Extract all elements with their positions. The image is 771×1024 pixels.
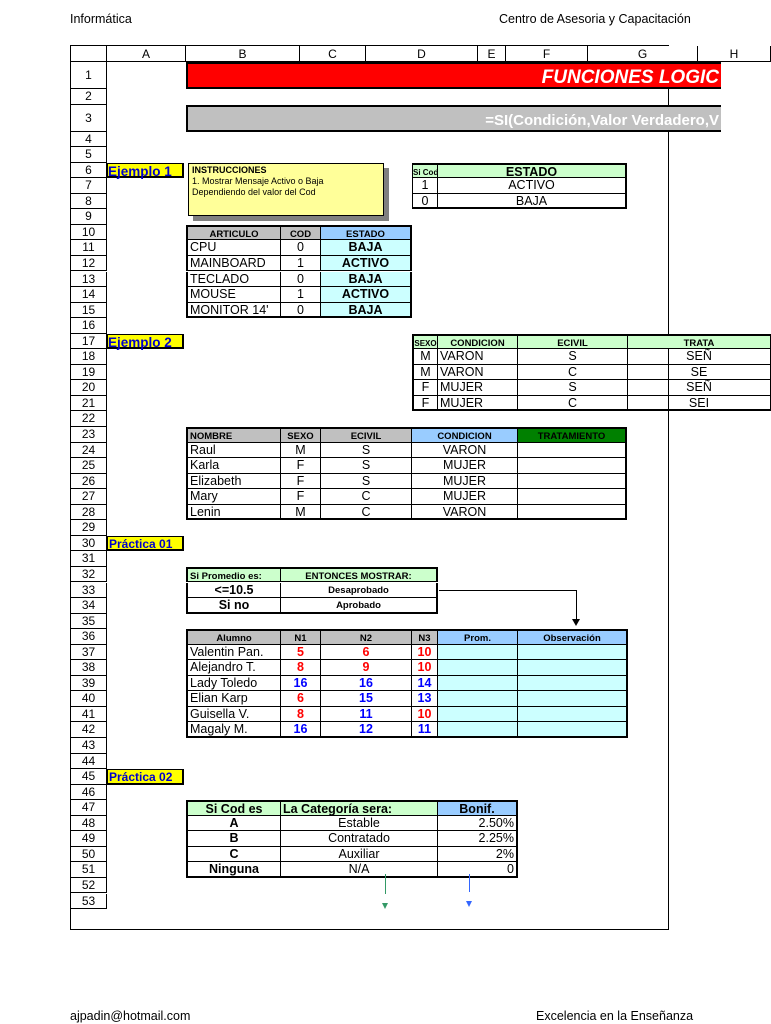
column-header-d[interactable]: D [366,46,478,62]
categoria-header-3: Bonif. [438,800,518,816]
articulo-cod: 1 [281,287,321,303]
row-header-28[interactable]: 28 [71,505,107,521]
code-status: ACTIVO [438,178,627,194]
ref-cell: F [412,380,438,396]
categoria-bonif: 2.25% [438,831,518,847]
articulo-cod: 0 [281,240,321,256]
instructions-note [188,163,384,216]
row-header-27[interactable]: 27 [71,489,107,505]
nota-n3: 11 [412,722,438,738]
row-header-35[interactable]: 35 [71,614,107,630]
column-header-a[interactable]: A [107,46,186,62]
articulo-cod: 0 [281,303,321,319]
row-header-2[interactable]: 2 [71,89,107,105]
cond-result: Desaprobado [281,583,438,599]
tratamiento-input[interactable] [518,505,627,521]
row-header-37[interactable]: 37 [71,645,107,661]
observacion-input[interactable] [518,676,628,692]
select-all-corner[interactable] [71,46,107,62]
nombre-header-condicion: CONDICION [412,427,518,443]
code-header-sicod: Si Cod [412,163,438,179]
row-header-48[interactable]: 48 [71,816,107,832]
categoria-name: N/A [281,862,438,878]
tratamiento-input[interactable] [518,458,627,474]
nota-n2: 6 [321,645,412,661]
alumno-header-6: Observación [518,629,628,645]
articulo-cod: 1 [281,256,321,272]
nombre-cell: MUJER [412,458,518,474]
tratamiento-input[interactable] [518,474,627,490]
formula-banner: =SI(Condición,Valor Verdadero,V [186,105,721,132]
instructions-line: Dependiendo del valor del Cod [192,186,316,197]
nota-n1: 16 [281,676,321,692]
nombre-cell: MUJER [412,474,518,490]
row-header-23[interactable]: 23 [71,427,107,443]
nota-n3: 10 [412,707,438,723]
ref-cell: S [518,380,628,396]
nombre-cell: F [281,474,321,490]
ref-cell: M [412,365,438,381]
nombre-header-ecivil: ECIVIL [321,427,412,443]
alumno-name: Guisella V. [186,707,281,723]
row-header-25[interactable]: 25 [71,458,107,474]
nota-n1: 8 [281,660,321,676]
ref-header-condicion: CONDICION [438,334,518,350]
row-header-33[interactable]: 33 [71,583,107,599]
row-header-14[interactable]: 14 [71,287,107,303]
ref-cell: SEÑ [628,380,771,396]
row-header-8[interactable]: 8 [71,194,107,210]
observacion-input[interactable] [518,645,628,661]
row-header-4[interactable]: 4 [71,132,107,148]
nombre-name: Lenin [186,505,281,521]
observacion-input[interactable] [518,660,628,676]
label-ejemplo-1: Ejemplo 1 [107,163,184,179]
ref-cell: MUJER [438,396,518,412]
nombre-name: Raul [186,443,281,459]
nota-n3: 14 [412,676,438,692]
articulo-estado: ACTIVO [321,287,412,303]
articulo-header-estado: ESTADO [321,225,412,241]
observacion-input[interactable] [518,722,628,738]
ref-cell: VARON [438,365,518,381]
code-status: BAJA [438,194,627,210]
label-practica-02: Práctica 02 [107,769,184,785]
nota-n1: 8 [281,707,321,723]
arrow-line [469,874,470,892]
ref-cell: MUJER [438,380,518,396]
alumno-name: Magaly M. [186,722,281,738]
nombre-cell: VARON [412,505,518,521]
nombre-cell: S [321,443,412,459]
row-header-5[interactable]: 5 [71,147,107,163]
articulo-name: MONITOR 14' [186,303,281,319]
row-header-53[interactable]: 53 [71,894,107,910]
column-header-g[interactable]: G [588,46,698,62]
nombre-cell: S [321,458,412,474]
row-header-50[interactable]: 50 [71,847,107,863]
nombre-cell: M [281,443,321,459]
categoria-name: Contratado [281,831,438,847]
row-header-34[interactable]: 34 [71,598,107,614]
nota-n3: 13 [412,691,438,707]
row-header-32[interactable]: 32 [71,567,107,583]
row-header-13[interactable]: 13 [71,272,107,288]
label-ejemplo-2: Ejemplo 2 [107,334,184,350]
row-header-44[interactable]: 44 [71,754,107,770]
prom-input[interactable] [438,676,518,692]
code-value: 1 [412,178,438,194]
code-value: 0 [412,194,438,210]
nombre-header-sexo: SEXO [281,427,321,443]
row-header-29[interactable]: 29 [71,520,107,536]
ref-cell: M [412,349,438,365]
instructions-line: 1. Mostrar Mensaje Activo o Baja [192,175,324,186]
ref-cell: F [412,396,438,412]
row-header-19[interactable]: 19 [71,365,107,381]
articulo-estado: ACTIVO [321,256,412,272]
articulo-estado: BAJA [321,240,412,256]
row-header-9[interactable]: 9 [71,209,107,225]
column-header-e[interactable]: E [478,46,506,62]
articulo-cod: 0 [281,272,321,288]
row-header-22[interactable]: 22 [71,411,107,427]
down-arrow-icon [382,903,388,909]
column-header-h[interactable]: H [698,46,771,62]
ref-cell: S [518,349,628,365]
row-header-12[interactable]: 12 [71,256,107,272]
nombre-name: Mary [186,489,281,505]
ref-cell: C [518,396,628,412]
articulo-name: MAINBOARD [186,256,281,272]
label-practica-01: Práctica 01 [107,536,184,552]
alumno-name: Alejandro T. [186,660,281,676]
nota-n1: 16 [281,722,321,738]
column-header-b[interactable]: B [186,46,300,62]
alumno-header-4: N3 [412,629,438,645]
alumno-name: Elian Karp [186,691,281,707]
down-arrow-icon [466,901,472,907]
ref-cell: C [518,365,628,381]
row-header-45[interactable]: 45 [71,769,107,785]
row-header-10[interactable]: 10 [71,225,107,241]
categoria-cod: C [186,847,281,863]
ref-cell: VARON [438,349,518,365]
row-header-40[interactable]: 40 [71,691,107,707]
nombre-header-tratamiento: TRATAMIENTO [518,427,627,443]
nota-n1: 5 [281,645,321,661]
alumno-header-5: Prom. [438,629,518,645]
spreadsheet [70,45,739,930]
categoria-name: Auxiliar [281,847,438,863]
cond-value: Si no [186,598,281,614]
row-header-31[interactable]: 31 [71,551,107,567]
categoria-cod: Ninguna [186,862,281,878]
articulo-name: TECLADO [186,272,281,288]
categoria-bonif: 2.50% [438,816,518,832]
articulo-name: MOUSE [186,287,281,303]
ref-cell: SEI [628,396,771,412]
row-header-21[interactable]: 21 [71,396,107,412]
categoria-header-2: La Categoría sera: [281,800,438,816]
categoria-name: Estable [281,816,438,832]
nombre-cell: F [281,489,321,505]
row-header-42[interactable]: 42 [71,722,107,738]
cond-result: Aprobado [281,598,438,614]
alumno-name: Valentin Pan. [186,645,281,661]
articulo-estado: BAJA [321,272,412,288]
ref-cell: SEÑ [628,349,771,365]
prom-input[interactable] [438,645,518,661]
row-header-15[interactable]: 15 [71,303,107,319]
code-header-estado: ESTADO [438,163,627,179]
alumno-header-1: Alumno [186,629,281,645]
articulo-header-cod: COD [281,225,321,241]
row-header-7[interactable]: 7 [71,178,107,194]
nombre-cell: MUJER [412,489,518,505]
nombre-cell: VARON [412,443,518,459]
nombre-cell: M [281,505,321,521]
row-header-26[interactable]: 26 [71,474,107,490]
prom-input[interactable] [438,722,518,738]
column-header-f[interactable]: F [506,46,588,62]
prom-input[interactable] [438,691,518,707]
page-header-left: Informática [70,12,132,26]
row-header-3[interactable]: 3 [71,105,107,132]
row-header-24[interactable]: 24 [71,443,107,459]
ref-cell: SE [628,365,771,381]
nota-n2: 11 [321,707,412,723]
arrow-line [385,874,386,894]
prom-input[interactable] [438,660,518,676]
row-header-38[interactable]: 38 [71,660,107,676]
nombre-cell: S [321,474,412,490]
row-header-39[interactable]: 39 [71,676,107,692]
ref-header-trata: TRATA [628,334,771,350]
row-header-1[interactable]: 1 [71,62,107,89]
title-banner: FUNCIONES LOGIC [186,62,721,89]
row-header-51[interactable]: 51 [71,862,107,878]
nombre-cell: C [321,489,412,505]
page-footer-left: ajpadin@hotmail.com [70,1009,191,1023]
nombre-name: Elizabeth [186,474,281,490]
nota-n2: 16 [321,676,412,692]
categoria-bonif: 0 [438,862,518,878]
column-header-c[interactable]: C [300,46,366,62]
observacion-input[interactable] [518,691,628,707]
nota-n2: 12 [321,722,412,738]
alumno-header-2: N1 [281,629,321,645]
instructions-line: INSTRUCCIONES [192,164,267,175]
row-header-43[interactable]: 43 [71,738,107,754]
page-footer-right: Excelencia en la Enseñanza [536,1009,694,1023]
row-header-11[interactable]: 11 [71,240,107,256]
cond-value: <=10.5 [186,583,281,599]
articulo-name: CPU [186,240,281,256]
nombre-name: Karla [186,458,281,474]
row-header-17[interactable]: 17 [71,334,107,350]
tratamiento-input[interactable] [518,489,627,505]
categoria-cod: B [186,831,281,847]
row-header-18[interactable]: 18 [71,349,107,365]
row-header-36[interactable]: 36 [71,629,107,645]
nombre-header-nombre: NOMBRE [186,427,281,443]
prom-input[interactable] [438,707,518,723]
arrow-line [439,590,577,591]
tratamiento-input[interactable] [518,443,627,459]
categoria-bonif: 2% [438,847,518,863]
nombre-cell: C [321,505,412,521]
nota-n2: 15 [321,691,412,707]
row-header-49[interactable]: 49 [71,831,107,847]
articulo-header-articulo: ARTICULO [186,225,281,241]
row-header-6[interactable]: 6 [71,163,107,179]
row-header-47[interactable]: 47 [71,800,107,816]
page-header-right: Centro de Asesoria y Capacitación [499,12,691,26]
row-header-16[interactable]: 16 [71,318,107,334]
row-header-46[interactable]: 46 [71,785,107,801]
row-header-41[interactable]: 41 [71,707,107,723]
observacion-input[interactable] [518,707,628,723]
row-header-30[interactable]: 30 [71,536,107,552]
nota-n3: 10 [412,660,438,676]
ref-header-sexo: SEXO [412,334,438,350]
nota-n1: 6 [281,691,321,707]
nombre-cell: F [281,458,321,474]
categoria-cod: A [186,816,281,832]
arrow-head-icon [572,619,580,626]
alumno-header-3: N2 [321,629,412,645]
alumno-name: Lady Toledo [186,676,281,692]
nota-n2: 9 [321,660,412,676]
categoria-header-1: Si Cod es [186,800,281,816]
nota-n3: 10 [412,645,438,661]
cond-header-mostrar: ENTONCES MOSTRAR: [281,567,438,583]
row-header-20[interactable]: 20 [71,380,107,396]
ref-header-ecivil: ECIVIL [518,334,628,350]
articulo-estado: BAJA [321,303,412,319]
cond-header-promedio: Si Promedio es: [186,567,281,583]
row-header-52[interactable]: 52 [71,878,107,894]
